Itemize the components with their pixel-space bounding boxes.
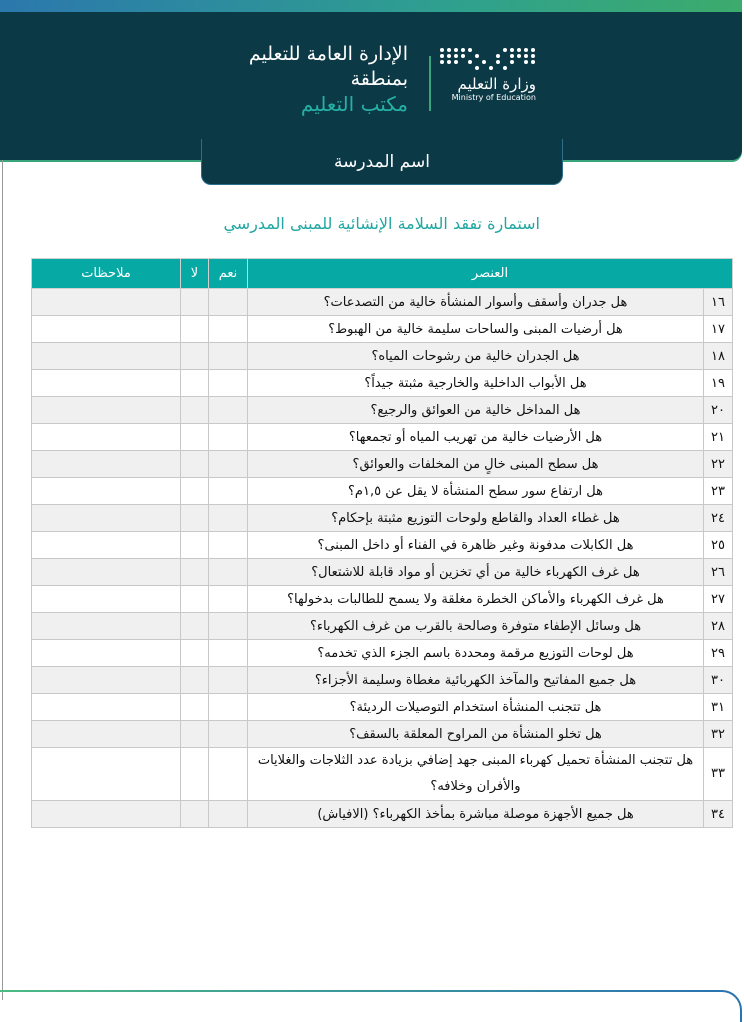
logo-english-text: Ministry of Education: [451, 93, 536, 102]
yes-cell[interactable]: [209, 640, 248, 667]
notes-cell[interactable]: [32, 559, 181, 586]
footer-line: [0, 990, 715, 992]
no-cell[interactable]: [181, 694, 209, 721]
logo-dot: [468, 60, 472, 64]
row-number: ٢٩: [704, 640, 733, 667]
row-number: ٣٢: [704, 721, 733, 748]
row-question: هل غرف الكهرباء والأماكن الخطرة مغلقة ولا يسمح للطالبات بدخولها؟: [248, 586, 704, 613]
header-item: العنصر: [248, 259, 733, 289]
row-question: هل الأبواب الداخلية والخارجية مثبتة جيداً؟: [248, 370, 704, 397]
logo-dot: [454, 48, 458, 52]
notes-cell[interactable]: [32, 586, 181, 613]
no-cell[interactable]: [181, 316, 209, 343]
row-number: ١٩: [704, 370, 733, 397]
logo-dot: [531, 48, 535, 52]
directorate-line2: بمنطقة: [350, 68, 408, 90]
row-number: ٢٧: [704, 586, 733, 613]
table-row: [32, 586, 733, 613]
header-banner: [0, 0, 742, 160]
row-question: هل غطاء العداد والقاطع ولوحات التوزيع مثبتة بإحكام؟: [248, 505, 704, 532]
row-question: هل أرضيات المبنى والساحات سليمة خالية من الهبوط؟: [248, 316, 704, 343]
no-cell[interactable]: [181, 370, 209, 397]
inspection-table: [31, 258, 733, 828]
logo-dot: [440, 60, 444, 64]
row-question: هل تخلو المنشأة من المراوح المعلقة بالسقف؟: [248, 721, 704, 748]
notes-cell[interactable]: [32, 370, 181, 397]
yes-cell[interactable]: [209, 532, 248, 559]
notes-cell[interactable]: [32, 694, 181, 721]
no-cell[interactable]: [181, 343, 209, 370]
table-header-row: [32, 259, 733, 289]
logo-dot: [475, 54, 479, 58]
yes-cell[interactable]: [209, 343, 248, 370]
no-cell[interactable]: [181, 424, 209, 451]
gradient-bar: [0, 0, 742, 12]
notes-cell[interactable]: [32, 532, 181, 559]
notes-cell[interactable]: [32, 801, 181, 828]
logo-dot: [440, 48, 444, 52]
no-cell[interactable]: [181, 289, 209, 316]
row-number: ٣٤: [704, 801, 733, 828]
no-cell[interactable]: [181, 559, 209, 586]
table-row: [32, 667, 733, 694]
table-row: [32, 424, 733, 451]
yes-cell[interactable]: [209, 613, 248, 640]
table-row: [32, 640, 733, 667]
yes-cell[interactable]: [209, 559, 248, 586]
no-cell[interactable]: [181, 397, 209, 424]
logo-dot: [447, 60, 451, 64]
logo-dot: [517, 48, 521, 52]
table-row: [32, 451, 733, 478]
yes-cell[interactable]: [209, 397, 248, 424]
notes-cell[interactable]: [32, 424, 181, 451]
notes-cell[interactable]: [32, 505, 181, 532]
table-row: [32, 559, 733, 586]
table-row: [32, 748, 733, 801]
logo-dot: [468, 48, 472, 52]
row-number: ٣٣: [704, 748, 733, 801]
row-number: ١٧: [704, 316, 733, 343]
form-title: استمارة تفقد السلامة الإنشائية للمبنى المدرسي: [223, 214, 540, 233]
notes-cell[interactable]: [32, 613, 181, 640]
yes-cell[interactable]: [209, 370, 248, 397]
logo-dots-icon: [440, 48, 536, 70]
logo-dot: [510, 60, 514, 64]
row-number: ٢١: [704, 424, 733, 451]
notes-cell[interactable]: [32, 748, 181, 801]
row-question: هل تتجنب المنشأة استخدام التوصيلات الرديئة؟: [248, 694, 704, 721]
notes-cell[interactable]: [32, 478, 181, 505]
row-number: ٢٦: [704, 559, 733, 586]
row-question: هل ارتفاع سور سطح المنشأة لا يقل عن ١,٥م؟: [248, 478, 704, 505]
logo-dot: [524, 54, 528, 58]
table-row: [32, 721, 733, 748]
yes-cell[interactable]: [209, 721, 248, 748]
row-question: هل جميع المفاتيح والمآخذ الكهربائية مغطاة وسليمة الأجزاء؟: [248, 667, 704, 694]
row-question: هل سطح المبنى خالٍ من المخلفات والعوائق؟: [248, 451, 704, 478]
table-row: [32, 289, 733, 316]
row-question: هل المداخل خالية من العوائق والرجيع؟: [248, 397, 704, 424]
logo-dot: [496, 60, 500, 64]
notes-cell[interactable]: [32, 397, 181, 424]
page-left-border: [2, 160, 3, 1000]
yes-cell[interactable]: [209, 801, 248, 828]
yes-cell[interactable]: [209, 586, 248, 613]
table-row: [32, 801, 733, 828]
no-cell[interactable]: [181, 451, 209, 478]
table-row: [32, 532, 733, 559]
school-name-box: اسم المدرسة: [201, 139, 563, 185]
yes-cell[interactable]: [209, 505, 248, 532]
header-no: لا: [181, 259, 209, 289]
logo-dot: [510, 48, 514, 52]
row-number: ١٦: [704, 289, 733, 316]
yes-cell[interactable]: [209, 424, 248, 451]
logo-dot: [482, 60, 486, 64]
notes-cell[interactable]: [32, 640, 181, 667]
footer-curve: [700, 990, 742, 1022]
yes-cell[interactable]: [209, 478, 248, 505]
logo-dot: [531, 54, 535, 58]
row-question: هل الأرضيات خالية من تهريب المياه أو تجمعها؟: [248, 424, 704, 451]
logo-dot: [531, 60, 535, 64]
yes-cell[interactable]: [209, 748, 248, 801]
notes-cell[interactable]: [32, 667, 181, 694]
no-cell[interactable]: [181, 478, 209, 505]
row-question: هل جميع الأجهزة موصلة مباشرة بمأخذ الكهرباء؟ (الافياش): [248, 801, 704, 828]
no-cell[interactable]: [181, 801, 209, 828]
logo-dot: [517, 54, 521, 58]
logo-dot: [440, 54, 444, 58]
no-cell[interactable]: [181, 613, 209, 640]
row-number: ٢٣: [704, 478, 733, 505]
logo-dot: [524, 48, 528, 52]
row-number: ٢٥: [704, 532, 733, 559]
notes-cell[interactable]: [32, 289, 181, 316]
yes-cell[interactable]: [209, 451, 248, 478]
row-question: هل تتجنب المنشأة تحميل كهرباء المبنى جهد إضافي بزيادة عدد الثلاجات والغلايات والأفران وخلافه؟: [248, 748, 704, 801]
row-question: هل وسائل الإطفاء متوفرة وصالحة بالقرب من غرف الكهرباء؟: [248, 613, 704, 640]
row-number: ٢٢: [704, 451, 733, 478]
yes-cell[interactable]: [209, 289, 248, 316]
row-number: ٢٨: [704, 613, 733, 640]
directorate-text: [249, 42, 408, 117]
row-number: ٢٠: [704, 397, 733, 424]
logo-dot: [461, 48, 465, 52]
no-cell[interactable]: [181, 532, 209, 559]
logo-dot: [503, 48, 507, 52]
no-cell[interactable]: [181, 640, 209, 667]
row-number: ٣٠: [704, 667, 733, 694]
notes-cell[interactable]: [32, 451, 181, 478]
logo-dot: [496, 54, 500, 58]
header-yes: نعم: [209, 259, 248, 289]
logo-arabic-text: وزارة التعليم: [457, 75, 536, 93]
yes-cell[interactable]: [209, 667, 248, 694]
ministry-logo: [440, 48, 536, 118]
table-row: [32, 397, 733, 424]
logo-dot: [447, 54, 451, 58]
yes-cell[interactable]: [209, 316, 248, 343]
logo-dot: [510, 54, 514, 58]
no-cell[interactable]: [181, 505, 209, 532]
row-number: ٣١: [704, 694, 733, 721]
table-row: [32, 694, 733, 721]
table-row: [32, 613, 733, 640]
table-row: [32, 505, 733, 532]
row-question: هل الكابلات مدفونة وغير ظاهرة في الفناء أو داخل المبنى؟: [248, 532, 704, 559]
no-cell[interactable]: [181, 748, 209, 801]
table-row: [32, 316, 733, 343]
office-name: مكتب التعليم: [300, 92, 408, 116]
no-cell[interactable]: [181, 586, 209, 613]
yes-cell[interactable]: [209, 694, 248, 721]
row-question: هل لوحات التوزيع مرقمة ومحددة باسم الجزء الذي تخدمه؟: [248, 640, 704, 667]
logo-dot: [524, 60, 528, 64]
row-question: هل جدران وأسقف وأسوار المنشأة خالية من التصدعات؟: [248, 289, 704, 316]
table-row: [32, 370, 733, 397]
row-question: هل الجدران خالية من رشوحات المياه؟: [248, 343, 704, 370]
row-question: هل غرف الكهرباء خالية من أي تخزين أو مواد قابلة للاشتعال؟: [248, 559, 704, 586]
logo-dot: [503, 66, 507, 70]
no-cell[interactable]: [181, 667, 209, 694]
logo-dot: [461, 54, 465, 58]
no-cell[interactable]: [181, 721, 209, 748]
logo-dot: [454, 60, 458, 64]
row-number: ٢٤: [704, 505, 733, 532]
row-number: ١٨: [704, 343, 733, 370]
header-notes: ملاحظات: [32, 259, 181, 289]
table-row: [32, 478, 733, 505]
table-row: [32, 343, 733, 370]
logo-dot: [489, 66, 493, 70]
logo-dot: [475, 66, 479, 70]
notes-cell[interactable]: [32, 721, 181, 748]
notes-cell[interactable]: [32, 343, 181, 370]
logo-dot: [454, 54, 458, 58]
directorate-line1: الإدارة العامة للتعليم: [248, 43, 408, 65]
header-divider: [429, 56, 431, 111]
logo-dot: [447, 48, 451, 52]
notes-cell[interactable]: [32, 316, 181, 343]
